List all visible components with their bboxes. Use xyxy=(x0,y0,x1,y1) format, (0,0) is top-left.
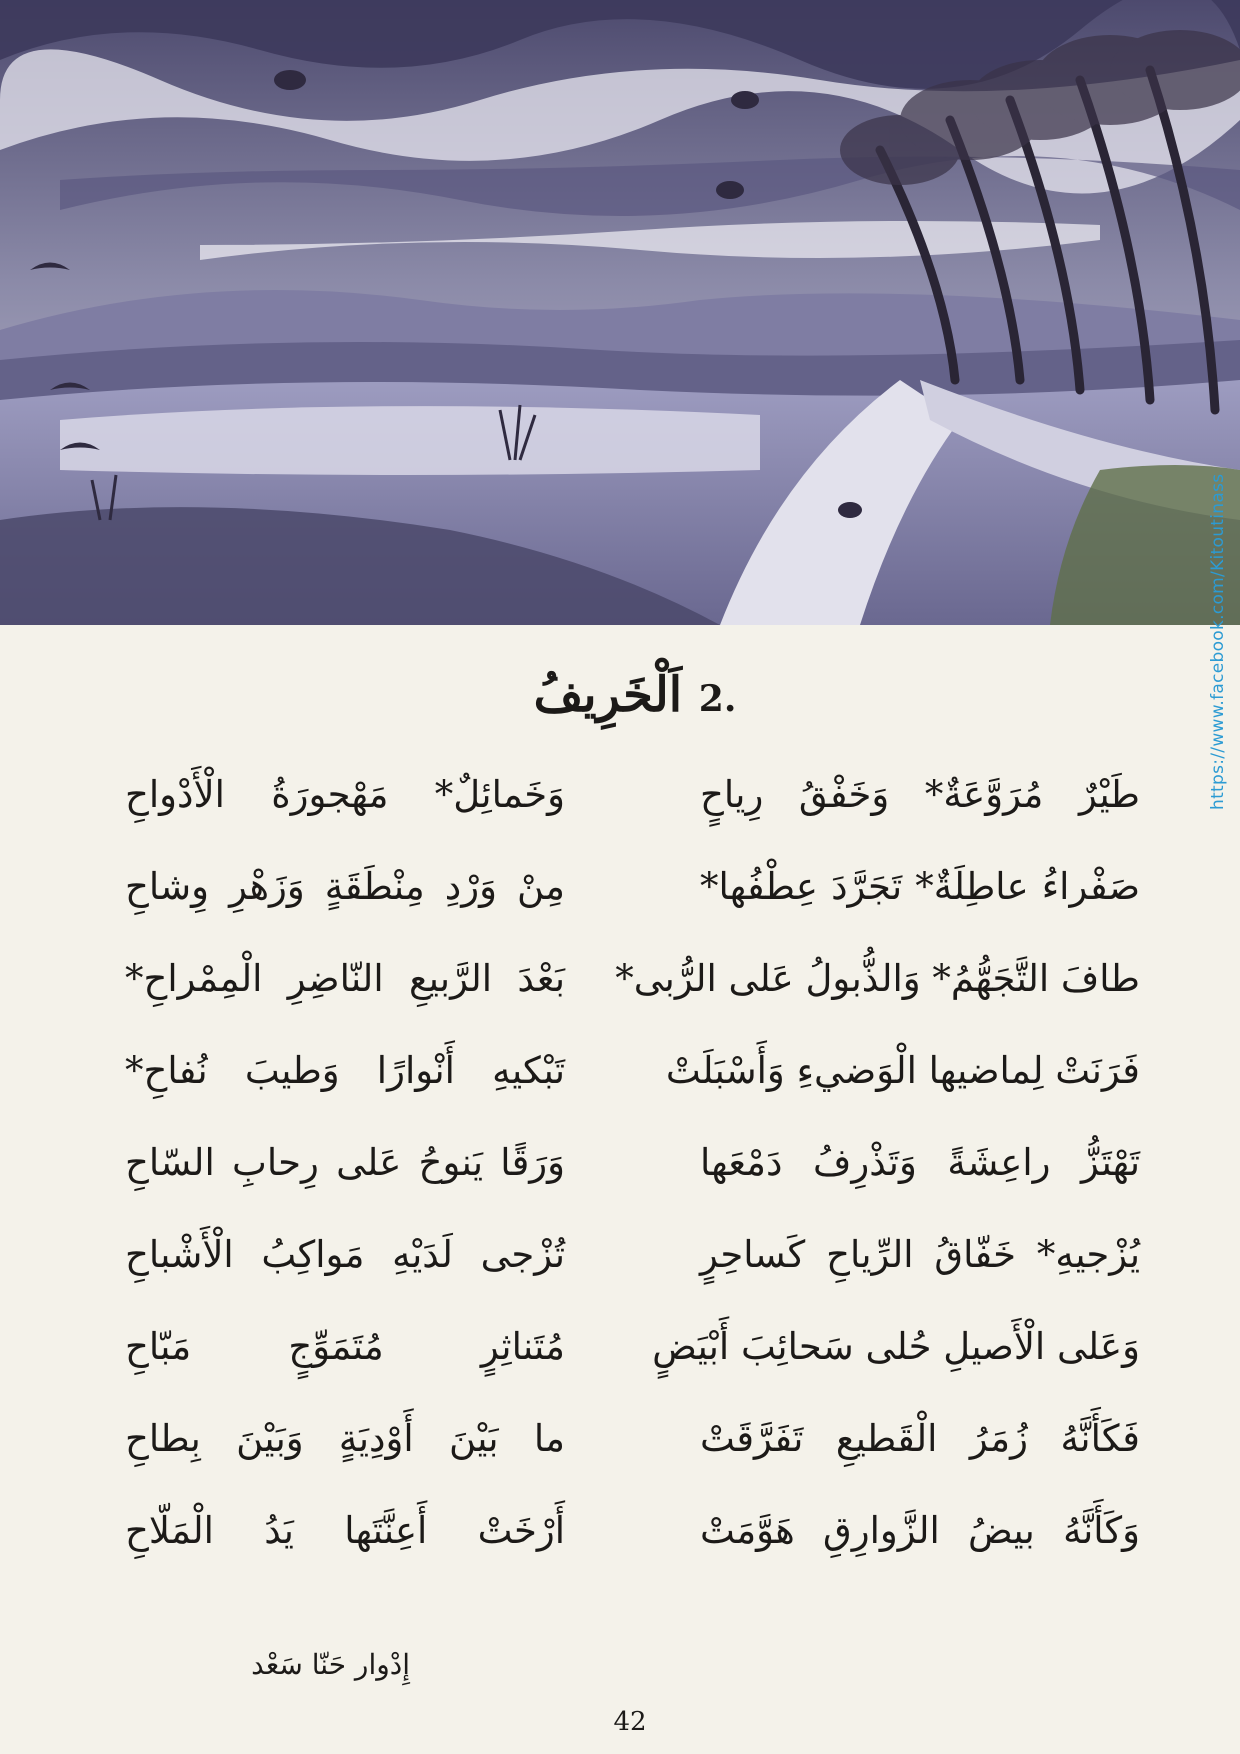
second-hemistich: تَبْكيهِ أَنْوارًا وَطيبَ نُفاحِ* xyxy=(125,1049,565,1092)
second-hemistich: ما بَيْنَ أَوْدِيَةٍ وَبَيْنَ بِطاحِ xyxy=(125,1417,565,1460)
autumn-landscape-illustration xyxy=(0,0,1240,625)
second-hemistich: بَعْدَ الرَّبيعِ النّاضِرِ الْمِمْراحِ* xyxy=(125,957,565,1000)
poem-verse xyxy=(100,755,1140,835)
facebook-url-watermark[interactable] xyxy=(1198,473,1238,810)
poet-name: إِدْوار حَنّا سَعْد xyxy=(251,1648,410,1681)
first-hemistich: طافَ التَّجَهُّمُ* وَالذُّبولُ عَلى الرُّبى* xyxy=(615,957,1140,1000)
poem-verse xyxy=(100,1031,1140,1111)
landscape-drawing xyxy=(0,0,1240,625)
first-hemistich: فَرَنَتْ لِماضيها الْوَضيءِ وَأَسْبَلَتْ xyxy=(665,1049,1140,1092)
first-hemistich: وَعَلى الْأَصيلِ حُلى سَحائِبَ أَبْيَضٍ xyxy=(652,1325,1140,1368)
second-hemistich: أَرْخَتْ أَعِنَّتَها يَدُ الْمَلّاحِ xyxy=(125,1509,565,1552)
lesson-number: .2 xyxy=(698,678,737,720)
second-hemistich: وَخَمائِلٌ* مَهْجورَةُ الْأَدْواحِ xyxy=(125,773,565,816)
second-hemistich: وَرَقًا يَنوحُ عَلى رِحابِ السّاحِ xyxy=(125,1141,565,1184)
first-hemistich: صَفْراءُ عاطِلَةٌ* تَجَرَّدَ عِطْفُها* xyxy=(700,865,1140,908)
poem-verse xyxy=(100,847,1140,927)
first-hemistich: طَيْرٌ مُرَوَّعَةٌ* وَخَفْقُ رِياحٍ xyxy=(700,773,1140,816)
page-number: 42 xyxy=(613,1707,647,1737)
first-hemistich: وَكَأَنَّهُ بيضُ الزَّوارِقِ هَوَّمَتْ xyxy=(700,1509,1140,1552)
poem-verse xyxy=(100,1307,1140,1387)
first-hemistich: تَهْتَزُّ راعِشَةً وَتَذْرِفُ دَمْعَها xyxy=(700,1141,1140,1184)
second-hemistich: تُزْجى لَدَيْهِ مَواكِبُ الْأَشْباحِ xyxy=(125,1233,565,1276)
poem-verse xyxy=(100,939,1140,1019)
first-hemistich: فَكَأَنَّهُ زُمَرُ الْقَطيعِ تَفَرَّقَتْ xyxy=(700,1417,1140,1460)
poem-verse xyxy=(100,1215,1140,1295)
poem-verse xyxy=(100,1123,1140,1203)
side-url-text: https://www.facebook.com/Kitoutinass xyxy=(1208,473,1228,810)
poem xyxy=(100,755,1140,1595)
first-hemistich: يُزْجيهِ* خَفّاقُ الرِّياحِ كَساحِرٍ xyxy=(700,1233,1140,1276)
lesson-title xyxy=(470,655,800,735)
poem-verse xyxy=(100,1399,1140,1479)
second-hemistich: مُتَناثِرٍ مُتَمَوِّجٍ مَبّاحِ xyxy=(125,1325,565,1368)
second-hemistich: مِنْ وَرْدِ مِنْطَقَةٍ وَزَهْرِ وِشاحِ xyxy=(125,865,565,908)
poem-verse xyxy=(100,1491,1140,1571)
lesson-title-text: اَلْخَرِيفُ xyxy=(533,667,683,723)
